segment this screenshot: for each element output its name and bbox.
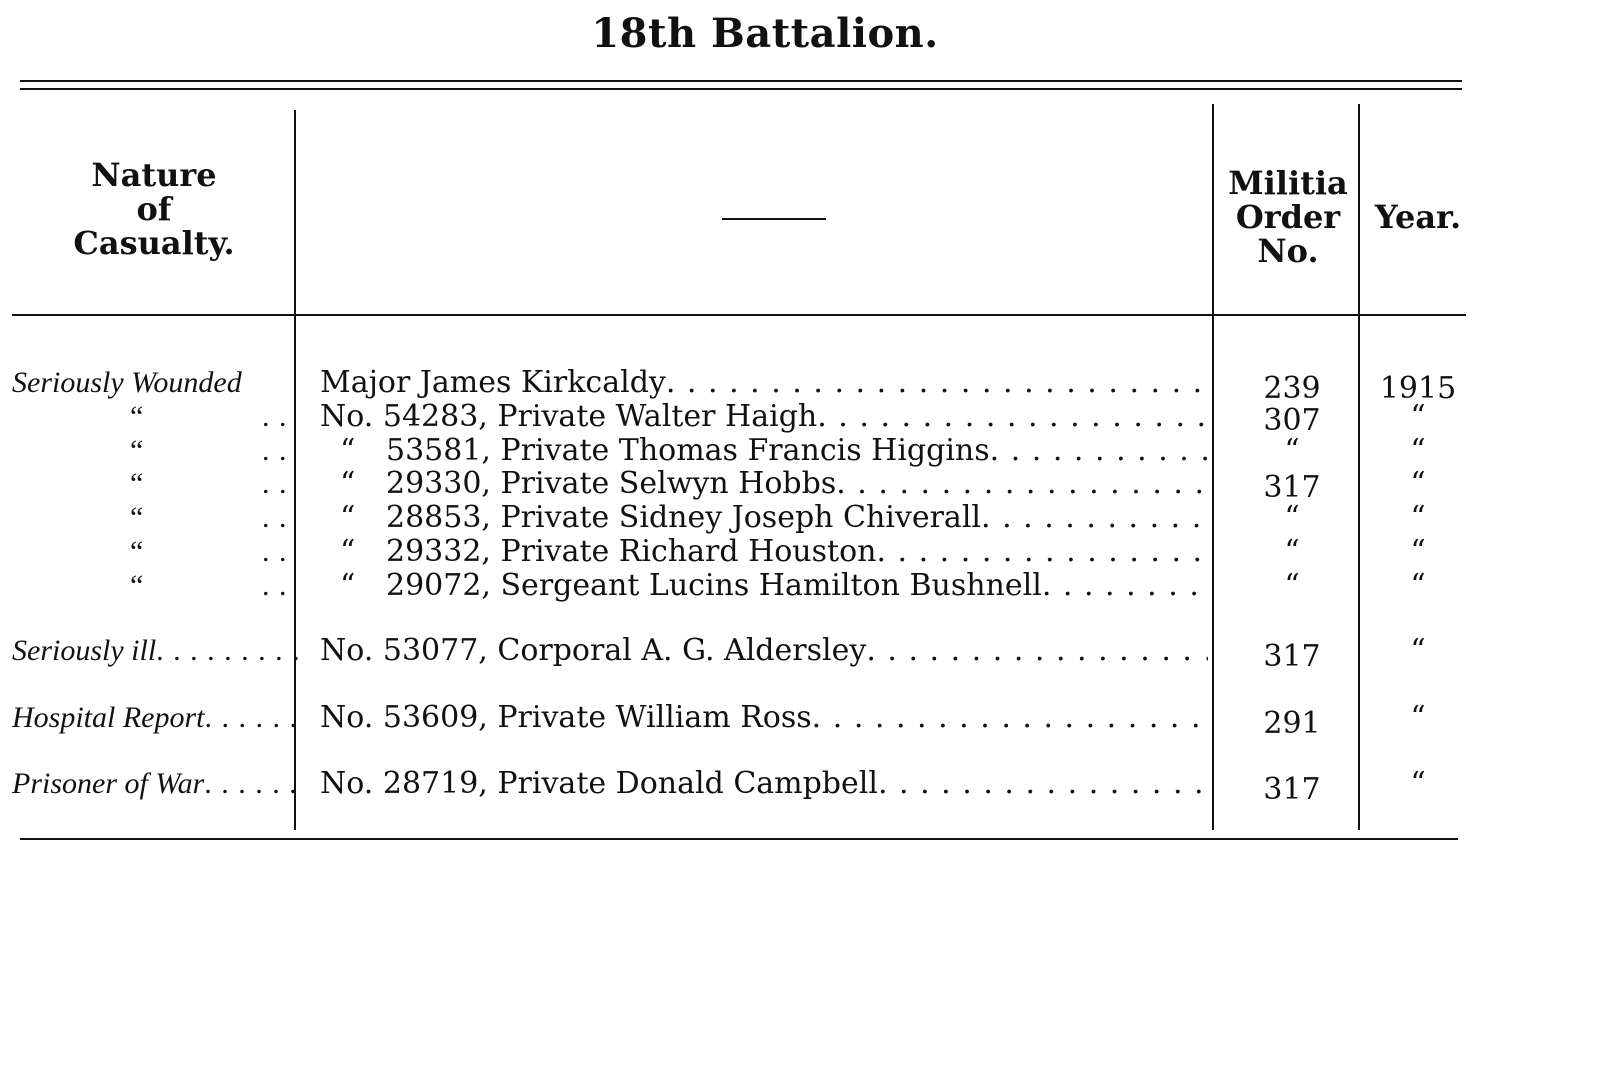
entry-text: No. 28719, Private Donald Campbell <box>320 767 878 801</box>
header-nature-line-1: Nature <box>91 156 217 194</box>
entry-text: 29072, Sergeant Lucins Hamilton Bushnell <box>386 569 1042 603</box>
table-row <box>0 466 1600 505</box>
entry-ditto: “ <box>340 569 356 603</box>
dot-leader <box>262 467 298 501</box>
nature-ditto: “ <box>130 501 144 534</box>
dot-leader <box>817 400 1208 434</box>
nature-cell <box>12 535 298 569</box>
nature-text: Hospital Report <box>12 701 205 734</box>
entry-cell <box>320 569 1208 603</box>
table-row <box>0 434 1600 468</box>
table-row <box>0 535 1600 569</box>
header-nature-line-3: Casualty. <box>73 224 235 262</box>
entry-cell <box>320 501 1208 535</box>
nature-cell <box>12 366 298 400</box>
nature-cell <box>12 634 298 668</box>
year-value: 1915 <box>1379 371 1457 406</box>
year-value: “ <box>1410 433 1426 468</box>
order-number: 317 <box>1263 470 1321 505</box>
order-number: 307 <box>1263 403 1321 438</box>
entry-text: No. 54283, Private Walter Haigh <box>320 400 818 434</box>
entry-ditto: “ <box>340 535 356 569</box>
header-order-line-3: No. <box>1257 232 1319 270</box>
dot-leader <box>878 767 1208 801</box>
order-number: “ <box>1284 500 1300 535</box>
dot-leader <box>262 569 298 603</box>
dot-leader <box>1042 569 1208 603</box>
dot-leader <box>990 434 1208 468</box>
table-row <box>0 569 1600 603</box>
header-nature-of-casualty <box>20 158 288 260</box>
dot-leader <box>812 701 1208 735</box>
year-value: “ <box>1410 700 1426 735</box>
table-row <box>0 366 1600 406</box>
entry-text: 29330, Private Selwyn Hobbs <box>386 467 837 501</box>
entry-text: 29332, Private Richard Houston <box>386 535 877 569</box>
header-nature-line-2: of <box>136 190 172 228</box>
header-order-line-2: Order <box>1235 198 1341 236</box>
table-row <box>0 700 1600 741</box>
year-value: “ <box>1410 399 1426 434</box>
entry-ditto: “ <box>340 434 356 468</box>
entry-cell <box>320 400 1208 434</box>
entry-text: No. 53609, Private William Ross <box>320 701 812 735</box>
year-value: “ <box>1410 466 1426 501</box>
nature-text: Seriously ill <box>12 634 157 667</box>
nature-text: Prisoner of War <box>12 767 205 800</box>
entry-text: 28853, Private Sidney Joseph Chiverall <box>386 501 982 535</box>
nature-ditto: “ <box>130 535 144 568</box>
table-row <box>0 501 1600 535</box>
dot-leader <box>262 434 298 468</box>
year-value: “ <box>1410 534 1426 569</box>
nature-cell <box>12 701 298 735</box>
year-value: “ <box>1410 500 1426 535</box>
table-row <box>0 633 1600 674</box>
entry-cell <box>320 634 1208 668</box>
nature-ditto: “ <box>130 434 144 467</box>
entry-cell <box>320 701 1208 735</box>
dot-leader <box>262 400 298 434</box>
top-rule-inner <box>20 88 1462 90</box>
dot-leader <box>836 467 1208 501</box>
entry-text: Major James Kirkcaldy <box>320 366 666 400</box>
entry-ditto: “ <box>340 501 356 535</box>
order-number: 317 <box>1263 772 1321 807</box>
nature-ditto: “ <box>130 400 144 433</box>
nature-cell <box>12 767 298 801</box>
nature-cell <box>12 569 298 603</box>
order-number: 239 <box>1263 371 1321 406</box>
entry-cell <box>320 467 1208 501</box>
dot-leader <box>156 634 298 668</box>
year-value: “ <box>1410 568 1426 603</box>
dot-leader <box>262 535 298 569</box>
header-blank-dash <box>722 218 826 220</box>
order-number: “ <box>1284 433 1300 468</box>
header-rule <box>12 314 1466 316</box>
table-row <box>0 399 1600 438</box>
entry-text: No. 53077, Corporal A. G. Aldersley <box>320 634 867 668</box>
entry-text: 53581, Private Thomas Francis Higgins <box>386 434 990 468</box>
order-number: “ <box>1284 568 1300 603</box>
nature-ditto: “ <box>130 569 144 602</box>
entry-cell <box>320 434 1208 468</box>
bottom-rule <box>20 838 1458 840</box>
nature-text: Seriously Wounded <box>12 366 242 399</box>
header-year: Year. <box>1374 198 1462 236</box>
top-rule <box>20 80 1462 82</box>
entry-ditto: “ <box>340 467 356 501</box>
entry-cell <box>320 535 1208 569</box>
dot-leader <box>205 701 299 735</box>
nature-ditto: “ <box>130 467 144 500</box>
entry-cell <box>320 767 1208 801</box>
order-number: 291 <box>1263 706 1321 741</box>
order-number: 317 <box>1263 639 1321 674</box>
header-order-line-1: Militia <box>1228 164 1348 202</box>
dot-leader <box>866 634 1208 668</box>
order-number: “ <box>1284 534 1300 569</box>
year-value: “ <box>1410 766 1426 801</box>
nature-cell <box>12 501 298 535</box>
dot-leader <box>204 767 298 801</box>
dot-leader <box>666 366 1208 400</box>
dot-leader <box>981 501 1208 535</box>
entry-cell <box>320 366 1208 400</box>
nature-cell <box>12 434 298 468</box>
dot-leader <box>876 535 1208 569</box>
page-title: 18th Battalion. <box>591 10 939 57</box>
year-value: “ <box>1410 633 1426 668</box>
header-militia-order-no <box>1218 166 1358 268</box>
nature-cell <box>12 400 298 434</box>
dot-leader <box>262 501 298 535</box>
nature-cell <box>12 467 298 501</box>
table-row <box>0 766 1600 807</box>
